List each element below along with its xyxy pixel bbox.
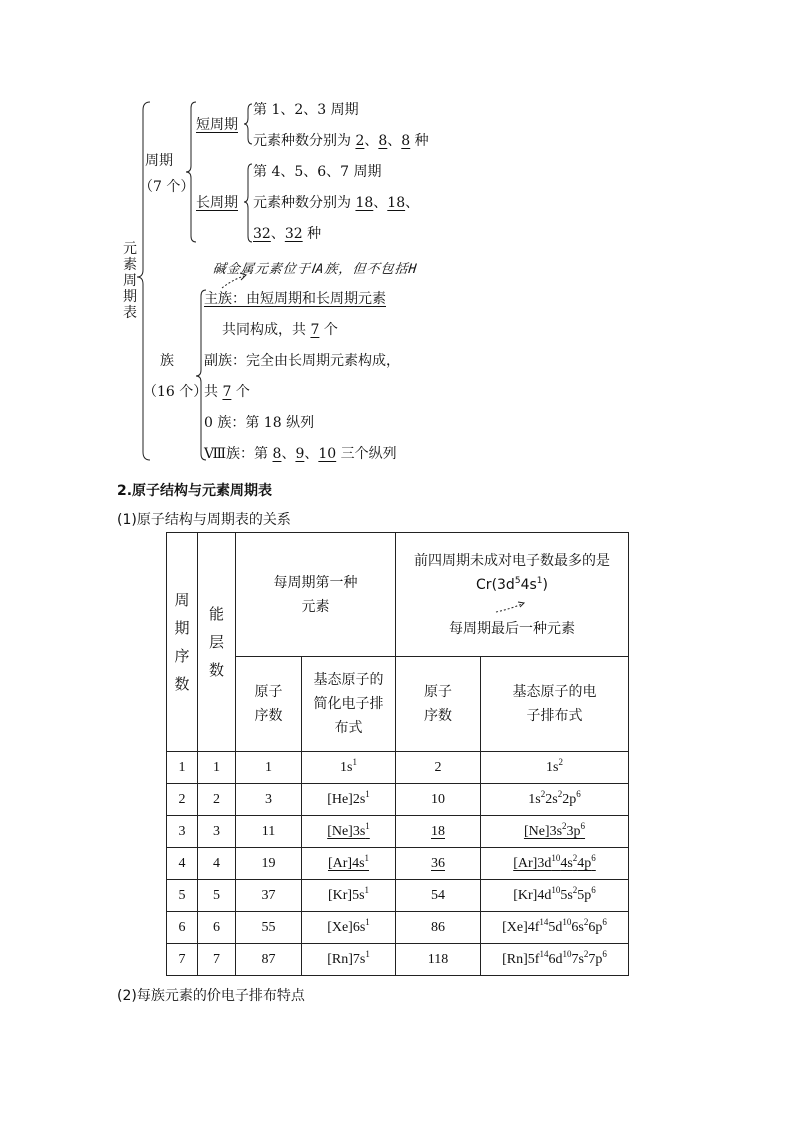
root-label: 元素周期表 [123,241,137,321]
cell-layers: 7 [198,944,236,976]
tree-brackets [0,0,794,470]
header-first-element: 每周期第一种元素 [236,533,396,657]
header-atomic-number-1: 原子序数 [236,657,302,752]
cell-first-config: $[Ar]4s^1$ [302,848,396,880]
short-period-line2: 元素种数分别为 2、8、8 种 [253,133,429,149]
cell-last-config: $[Ne]3s^23p^6$ [481,816,629,848]
cell-last-z: 10 [396,784,481,816]
cell-last-config: $[Kr]4d^{10}5s^25p^6$ [481,880,629,912]
cell-layers: 3 [198,816,236,848]
cell-last-config: $1s^22s^22p^6$ [481,784,629,816]
table-row [167,752,629,784]
cell-layers: 5 [198,880,236,912]
cr-note: 前四周期未成对电子数最多的是 $Cr(3d^54s^1)$ [414,552,610,593]
group-eight-line: Ⅷ族：第 8、9、10 三个纵列 [204,446,397,462]
period-label: 周期 [145,153,173,169]
cell-layers: 4 [198,848,236,880]
subsection-2: (2)每族元素的价电子排布特点 [117,988,305,1004]
cell-last-z: 2 [396,752,481,784]
long-period-line3: 32、32 种 [253,226,322,242]
cell-first-z: 3 [236,784,302,816]
header-period: 周期序数 [167,533,198,752]
cell-last-z: 86 [396,912,481,944]
period-count: （7 个） [139,179,195,195]
cell-last-z: 36 [396,848,481,880]
cell-last-config: $[Ar]3d^{10}4s^24p^6$ [481,848,629,880]
short-period-label: 短周期 [196,117,238,133]
cell-period: 6 [167,912,198,944]
cell-last-z: 18 [396,816,481,848]
table-row [167,880,629,912]
cell-first-config: $[Xe]6s^1$ [302,912,396,944]
zero-group-line: 0 族：第 18 纵列 [204,415,315,431]
table-row [167,848,629,880]
header-layers: 能层数 [198,533,236,752]
table-row [167,944,629,976]
cell-last-config: $1s^2$ [481,752,629,784]
cell-last-z: 54 [396,880,481,912]
header-last-element: 前四周期未成对电子数最多的是 $Cr(3d^54s^1)$ 每周期最后一种元素 [396,533,629,657]
group-count: （16 个） [143,384,208,400]
cell-first-z: 1 [236,752,302,784]
header-first-config: 基态原子的简化电子排布式 [302,657,396,752]
cell-period: 5 [167,880,198,912]
main-group-line2: 共同构成，共 7 个 [222,322,338,338]
long-period-label: 长周期 [196,195,238,211]
cell-layers: 1 [198,752,236,784]
structure-period-table [166,532,629,976]
section-title: 2.原子结构与元素周期表 [117,483,273,499]
cell-first-config: $[Ne]3s^1$ [302,816,396,848]
long-period-line1: 第 4、5、6、7 周期 [253,164,382,180]
cell-layers: 6 [198,912,236,944]
header-atomic-number-2: 原子序数 [396,657,481,752]
cell-first-z: 87 [236,944,302,976]
cell-first-z: 19 [236,848,302,880]
cell-period: 2 [167,784,198,816]
table-row [167,912,629,944]
cell-last-config: $[Rn]5f^{14}6d^{10}7s^27p^6$ [481,944,629,976]
cell-first-z: 55 [236,912,302,944]
cell-first-config: $1s^1$ [302,752,396,784]
cell-period: 3 [167,816,198,848]
main-group-line1: 主族：由短周期和长周期元素 [204,291,386,307]
short-period-line1: 第 1、2、3 周期 [253,102,359,118]
cell-period: 1 [167,752,198,784]
long-period-line2: 元素种数分别为 18、18、 [253,195,420,211]
table-row [167,816,629,848]
dotted-arrow-icon [492,599,532,615]
group-label: 族 [160,353,174,369]
cell-first-config: $[Kr]5s^1$ [302,880,396,912]
cell-first-z: 37 [236,880,302,912]
subsection-1: (1)原子结构与周期表的关系 [117,512,291,528]
cell-period: 4 [167,848,198,880]
handwritten-annotation: 碱金属元素位于ⅠA族，但不包括H [212,262,419,277]
cell-layers: 2 [198,784,236,816]
cell-first-config: $[Rn]7s^1$ [302,944,396,976]
cell-last-config: $[Xe]4f^{14}5d^{10}6s^26p^6$ [481,912,629,944]
cell-first-config: $[He]2s^1$ [302,784,396,816]
cell-first-z: 11 [236,816,302,848]
sub-group-line1: 副族：完全由长周期元素构成， [204,353,400,369]
cell-last-z: 118 [396,944,481,976]
sub-group-line2: 共 7 个 [204,384,250,400]
header-last-config: 基态原子的电子排布式 [481,657,629,752]
cell-period: 7 [167,944,198,976]
table-row [167,784,629,816]
